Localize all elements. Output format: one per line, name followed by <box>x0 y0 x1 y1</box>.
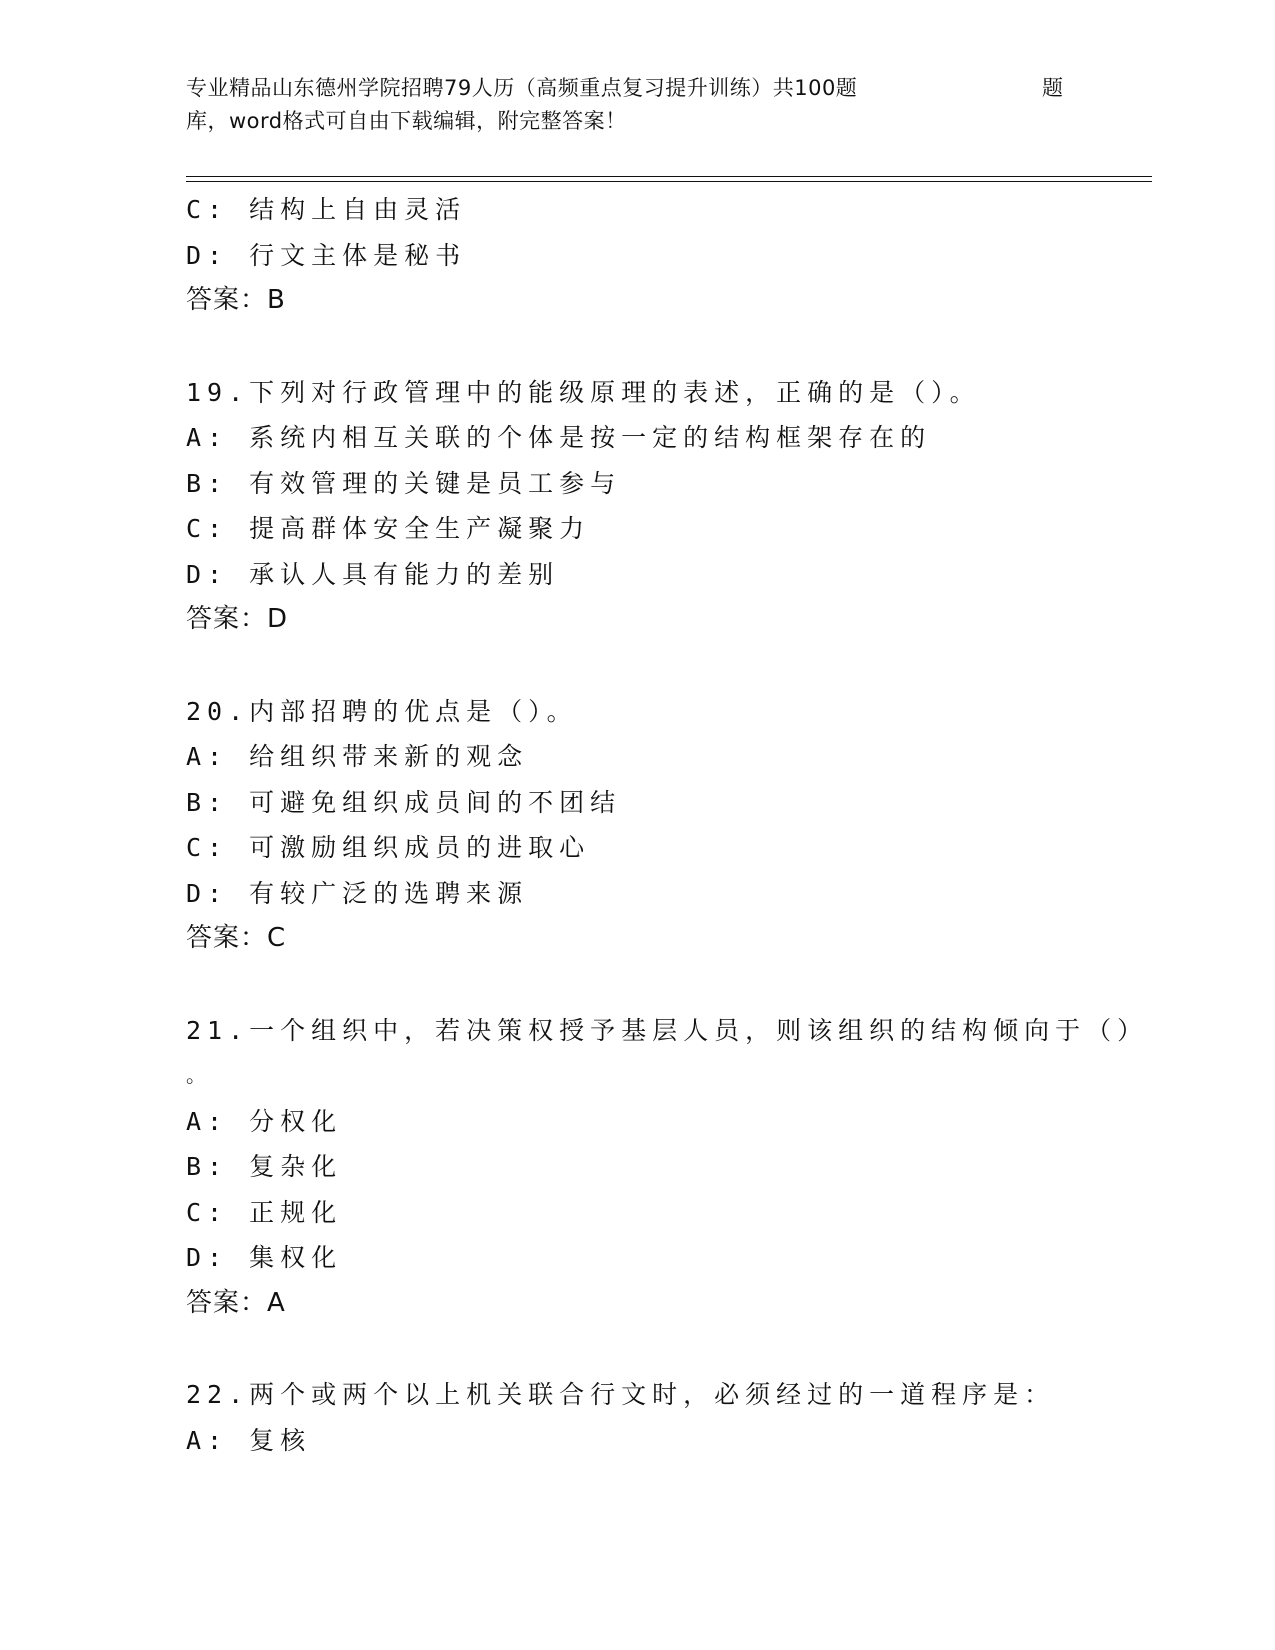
question-text: 19.下列对行政管理中的能级原理的表述，正确的是（）。 <box>186 377 981 407</box>
answer: 答案：A <box>186 1287 286 1318</box>
header-rule-bottom <box>186 181 1152 182</box>
question-text: 20.内部招聘的优点是（）。 <box>186 696 578 726</box>
option-d: D: 承认人具有能力的差别 <box>186 559 560 589</box>
question-block-21 <box>186 1008 1149 1327</box>
option-b: B: 可避免组织成员间的不团结 <box>186 787 622 817</box>
question-list <box>186 187 1149 1463</box>
option-c: C: 正规化 <box>186 1197 343 1227</box>
question-text: 22.两个或两个以上机关联合行文时，必须经过的一道程序是： <box>186 1380 1056 1409</box>
answer: 答案：B <box>186 285 286 315</box>
question-block-22 <box>186 1372 1086 1463</box>
answer: 答案：C <box>186 923 287 953</box>
option-d: D: 行文主体是秘书 <box>186 240 467 270</box>
spacer <box>186 643 1086 689</box>
header-line-1-right: 题 <box>1042 76 1063 100</box>
header-rule-top <box>186 176 1152 177</box>
answer: 答案：D <box>186 604 289 634</box>
question-block-19 <box>186 370 1086 643</box>
spacer <box>186 962 1086 1008</box>
question-text: 21.一个组织中，若决策权授予基层人员，则该组织的结构倾向于（） <box>186 1015 1149 1045</box>
option-c: C: 结构上自由灵活 <box>186 195 467 224</box>
option-c: C: 提高群体安全生产凝聚力 <box>186 514 591 543</box>
spacer <box>186 324 1086 370</box>
question-block-prev <box>186 187 1086 324</box>
spacer <box>186 1326 1086 1372</box>
option-a: A: 复核 <box>186 1425 312 1455</box>
option-c: C: 可激励组织成员的进取心 <box>186 833 591 862</box>
option-b: B: 有效管理的关键是员工参与 <box>186 468 622 498</box>
question-block-20 <box>186 689 1086 962</box>
document-header <box>186 72 1086 138</box>
option-a: A: 系统内相互关联的个体是按一定的结构框架存在的 <box>186 423 932 452</box>
header-line-1: 专业精品山东德州学院招聘79人历（高频重点复习提升训练）共100题 <box>186 76 858 100</box>
option-b: B: 复杂化 <box>186 1152 343 1181</box>
option-a: A: 给组织带来新的观念 <box>186 742 529 771</box>
option-d: D: 集权化 <box>186 1243 343 1272</box>
option-a: A: 分权化 <box>186 1106 343 1136</box>
question-text-continuation: 。 <box>186 1063 212 1087</box>
option-d: D: 有较广泛的选聘来源 <box>186 878 529 908</box>
header-line-2: 库，word格式可自由下载编辑，附完整答案！ <box>186 109 627 133</box>
